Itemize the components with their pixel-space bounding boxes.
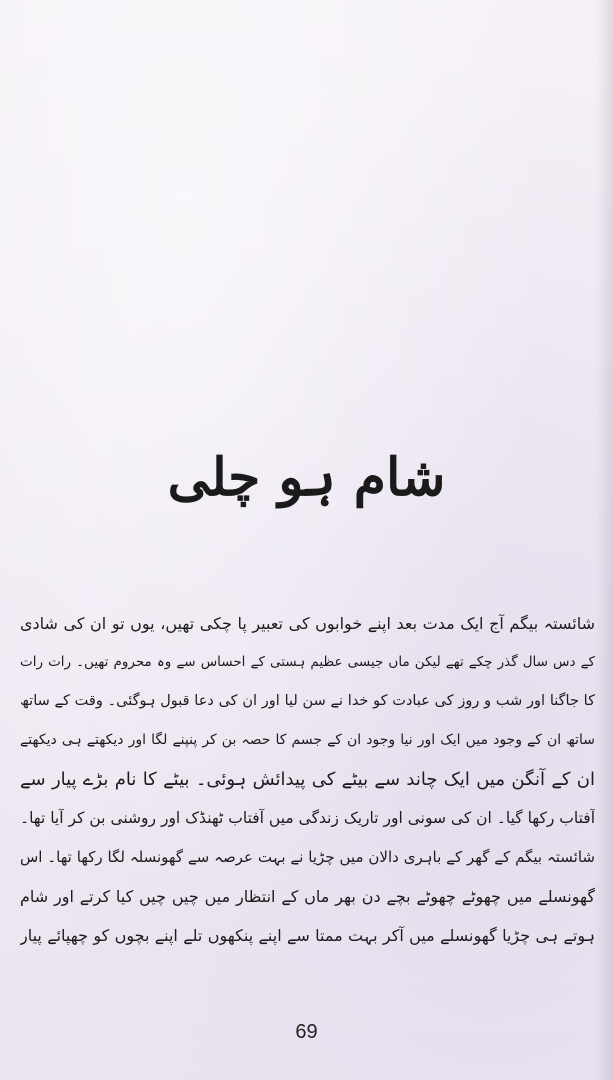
text-line: شائستہ بیگم کے گھر کے باہری دالان میں چڑیا نے بہت عرصہ سے گھونسلہ لگا رکھا تھا۔ اس [20, 848, 595, 866]
text-line: کا جاگنا اور شب و روز کی عبادت کو خدا نے سن لیا اور ان کی دعا قبول ہوگئی۔ وقت کے ساتھ [20, 693, 595, 709]
page-number: 69 [295, 1021, 318, 1043]
text-line: گھونسلے میں چھوٹے چھوٹے بچے دن بھر ماں کے انتظار میں چیں چیں کیا کرتے اور شام [20, 887, 595, 906]
chapter-body [20, 604, 595, 955]
text-line: کے دس سال گذر چکے تھے لیکن ماں جیسی عظیم ہستی کے احساس سے وہ محروم تھیں۔ رات رات [20, 654, 595, 670]
text-line: آفتاب رکھا گیا۔ ان کی سونی اور تاریک زندگی میں آفتاب ٹھنڈک اور روشنی بن کر آیا تھا۔ [20, 809, 595, 827]
text-line: ان کے آنگن میں ایک چاند سے بیٹے کی پیدائش ہوئی۔ بیٹے کا نام بڑے پیار سے [20, 769, 595, 790]
text-line: ہوتے ہی چڑیا گھونسلے میں آکر بہت ممتا سے اپنے پنکھوں تلے اپنے بچوں کو چھپائے پیار [20, 926, 595, 945]
chapter-title: شام ہو چلی [167, 447, 446, 508]
text-line: شائستہ بیگم آج ایک مدت بعد اپنے خوابوں کی تعبیر پا چکی تھیں، یوں تو ان کی شادی [20, 614, 595, 633]
text-line: ساتھ ان کے وجود میں ایک اور نیا وجود ان کے جسم کا حصہ بن کر پنپنے لگا اور دیکھتے ہی دیکھتے [20, 732, 595, 748]
page-edge-shadow [595, 0, 613, 1080]
